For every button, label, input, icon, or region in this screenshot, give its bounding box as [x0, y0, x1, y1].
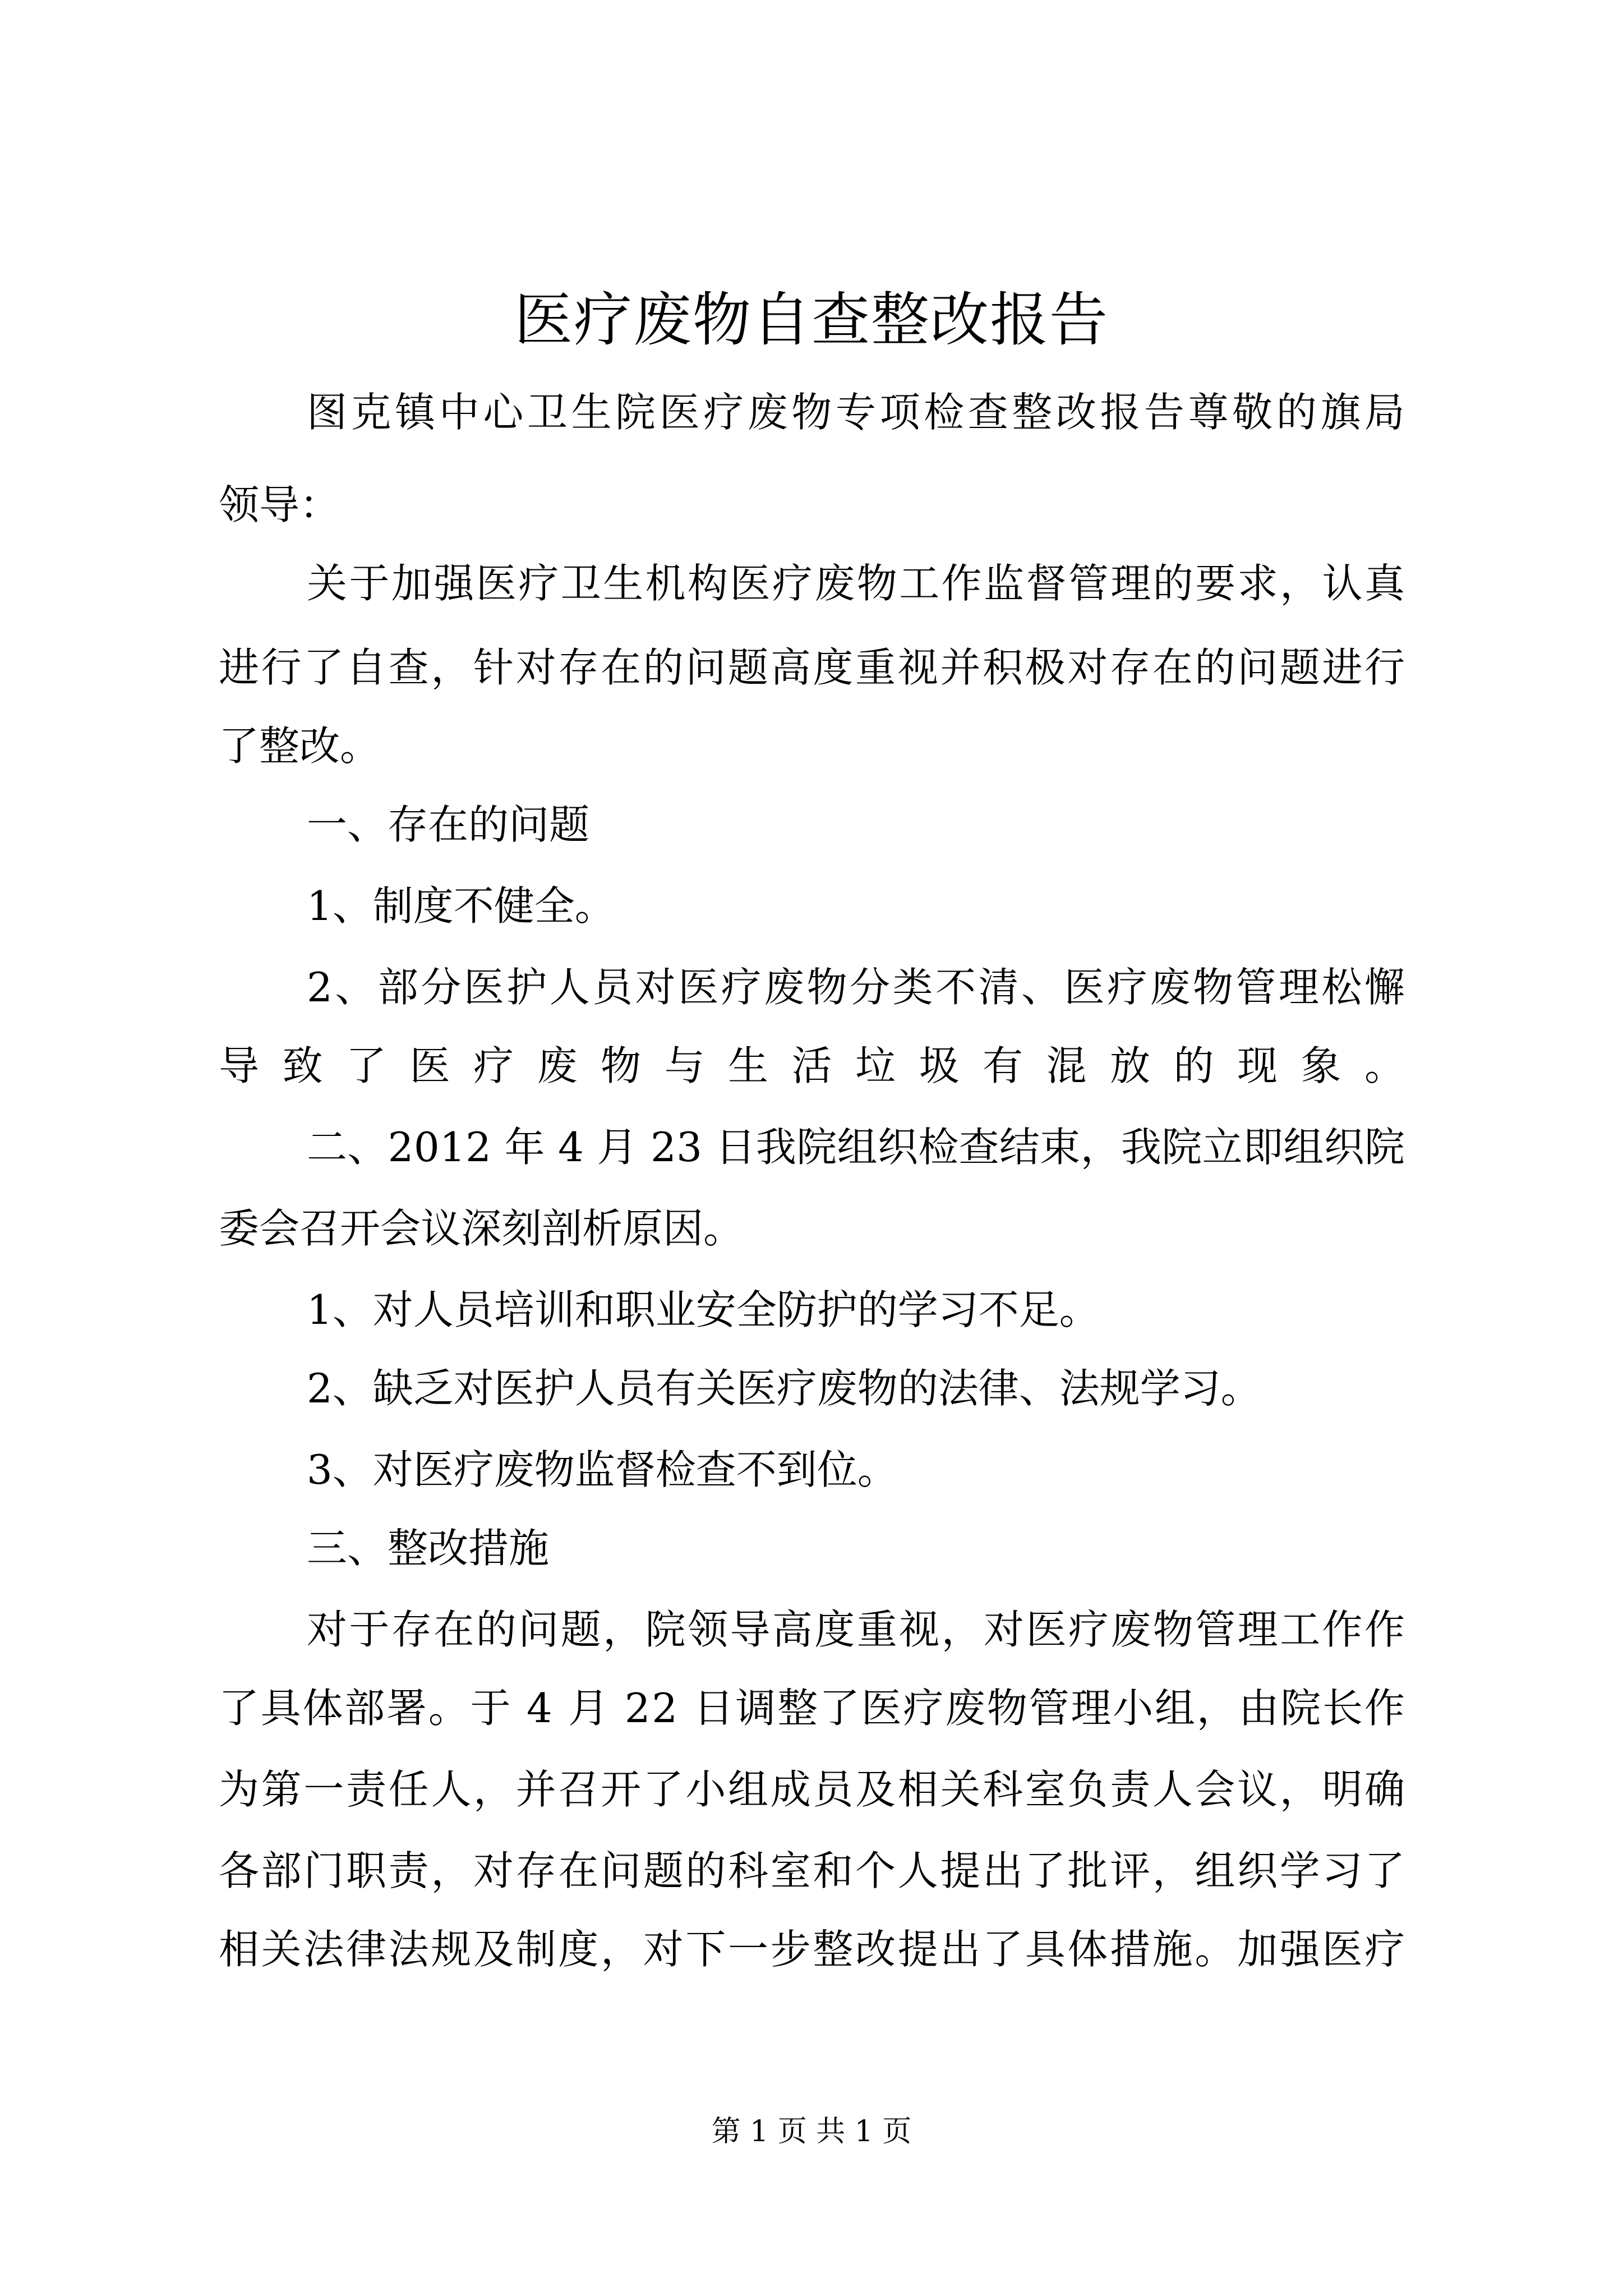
body-line-14: 3、对医疗废物监督检查不到位。: [307, 1446, 898, 1493]
body-line-12: 1、对人员培训和职业安全防护的学习不足。: [307, 1286, 1100, 1333]
body-line-9: 导致了医疗废物与生活垃圾有混放的现象。: [219, 1042, 1428, 1089]
body-line-20: 相关法律法规及制度，对下一步整改提出了具体措施。加强医疗: [219, 1926, 1407, 1973]
body-line-17: 了具体部署。于 4 月 22 日调整了医疗废物管理小组，由院长作: [219, 1685, 1407, 1732]
section-heading-2: 二、2012 年 4 月 23 日我院组织检查结束，我院立即组织院: [307, 1124, 1405, 1171]
body-line-13: 2、缺乏对医护人员有关医疗废物的法律、法规学习。: [307, 1365, 1261, 1412]
section-heading-3: 三、整改措施: [307, 1525, 550, 1572]
body-line-7: 1、制度不健全。: [307, 882, 615, 930]
body-line-16: 对于存在的问题，院领导高度重视，对医疗废物管理工作作: [307, 1606, 1407, 1653]
body-line-4: 进行了自查，针对存在的问题高度重视并积极对存在的问题进行: [219, 644, 1407, 691]
section-heading-1: 一、存在的问题: [307, 801, 590, 848]
body-line-18: 为第一责任人，并召开了小组成员及相关科室负责人会议，明确: [219, 1766, 1407, 1813]
body-line-19: 各部门职责，对存在问题的科室和个人提出了批评，组织学习了: [219, 1847, 1407, 1894]
page-footer: 第 1 页 共 1 页: [711, 2115, 912, 2148]
body-line-1: 图克镇中心卫生院医疗废物专项检查整改报告尊敬的旗局: [307, 389, 1409, 436]
body-line-2: 领导：: [219, 481, 340, 528]
body-line-3: 关于加强医疗卫生机构医疗废物工作监督管理的要求，认真: [307, 560, 1407, 607]
body-line-8: 2、部分医护人员对医疗废物分类不清、医疗废物管理松懈: [307, 964, 1408, 1011]
document-title: 医疗废物自查整改报告: [514, 286, 1109, 354]
body-line-5: 了整改。: [219, 723, 381, 770]
body-line-11: 委会召开会议深刻剖析原因。: [219, 1205, 744, 1252]
